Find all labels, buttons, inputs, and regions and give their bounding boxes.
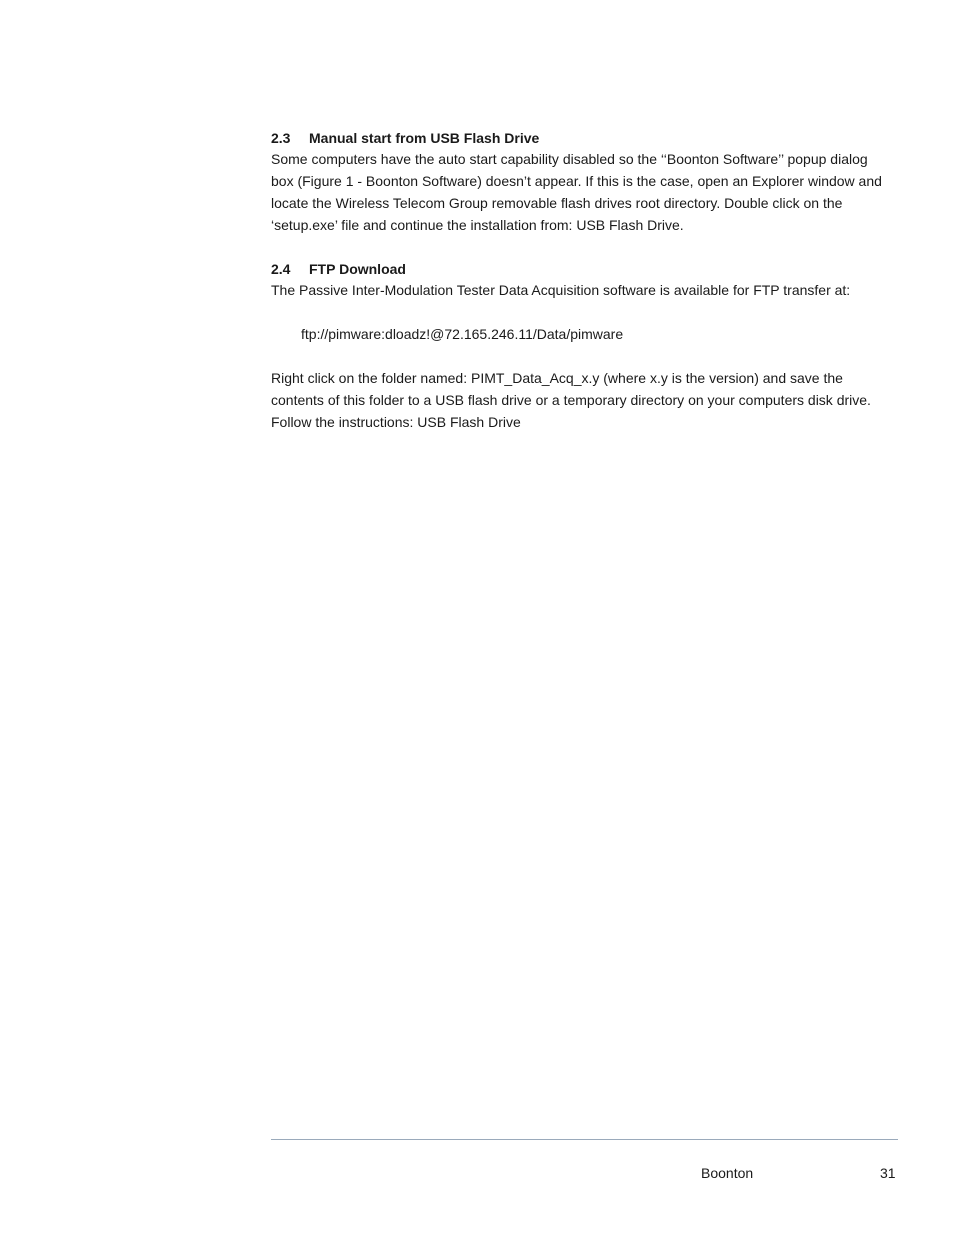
- section-number: 2.4: [271, 261, 291, 277]
- section-intro: The Passive Inter-Modulation Tester Data Acquisition software is available for FTP transfer at:: [271, 282, 851, 298]
- section-title: Manual start from USB Flash Drive: [309, 130, 540, 146]
- section-number: 2.3: [271, 130, 291, 146]
- section-2-3: [271, 128, 891, 236]
- section-title: FTP Download: [309, 261, 406, 277]
- section-2-4: [271, 259, 891, 301]
- footer-brand: Boonton: [701, 1165, 754, 1181]
- section-body: Right click on the folder named: PIMT_Data_Acq_x.y (where x.y is the version) and save the contents of this folder to a USB flash drive or a temporary directory on your computers disk drive. Follow the instructions: USB Flash Drive: [271, 370, 871, 430]
- footer-divider: [271, 1139, 898, 1140]
- section-heading: [271, 128, 891, 148]
- section-heading: [271, 259, 891, 279]
- page-number: 31: [880, 1165, 896, 1181]
- section-body: Some computers have the auto start capability disabled so the ‘‘Boonton Software’’ popup dialog box (Figure 1 - Boonton Software) doesn’t appear. If this is the case, open an Explorer window and locate the Wireless Telecom Group removable flash drives root directory. Double click on the ‘setup.exe’ file and continue the installation from: USB Flash Drive.: [271, 151, 882, 233]
- ftp-address: ftp://pimware:dloadz!@72.165.246.11/Data/pimware: [301, 326, 624, 342]
